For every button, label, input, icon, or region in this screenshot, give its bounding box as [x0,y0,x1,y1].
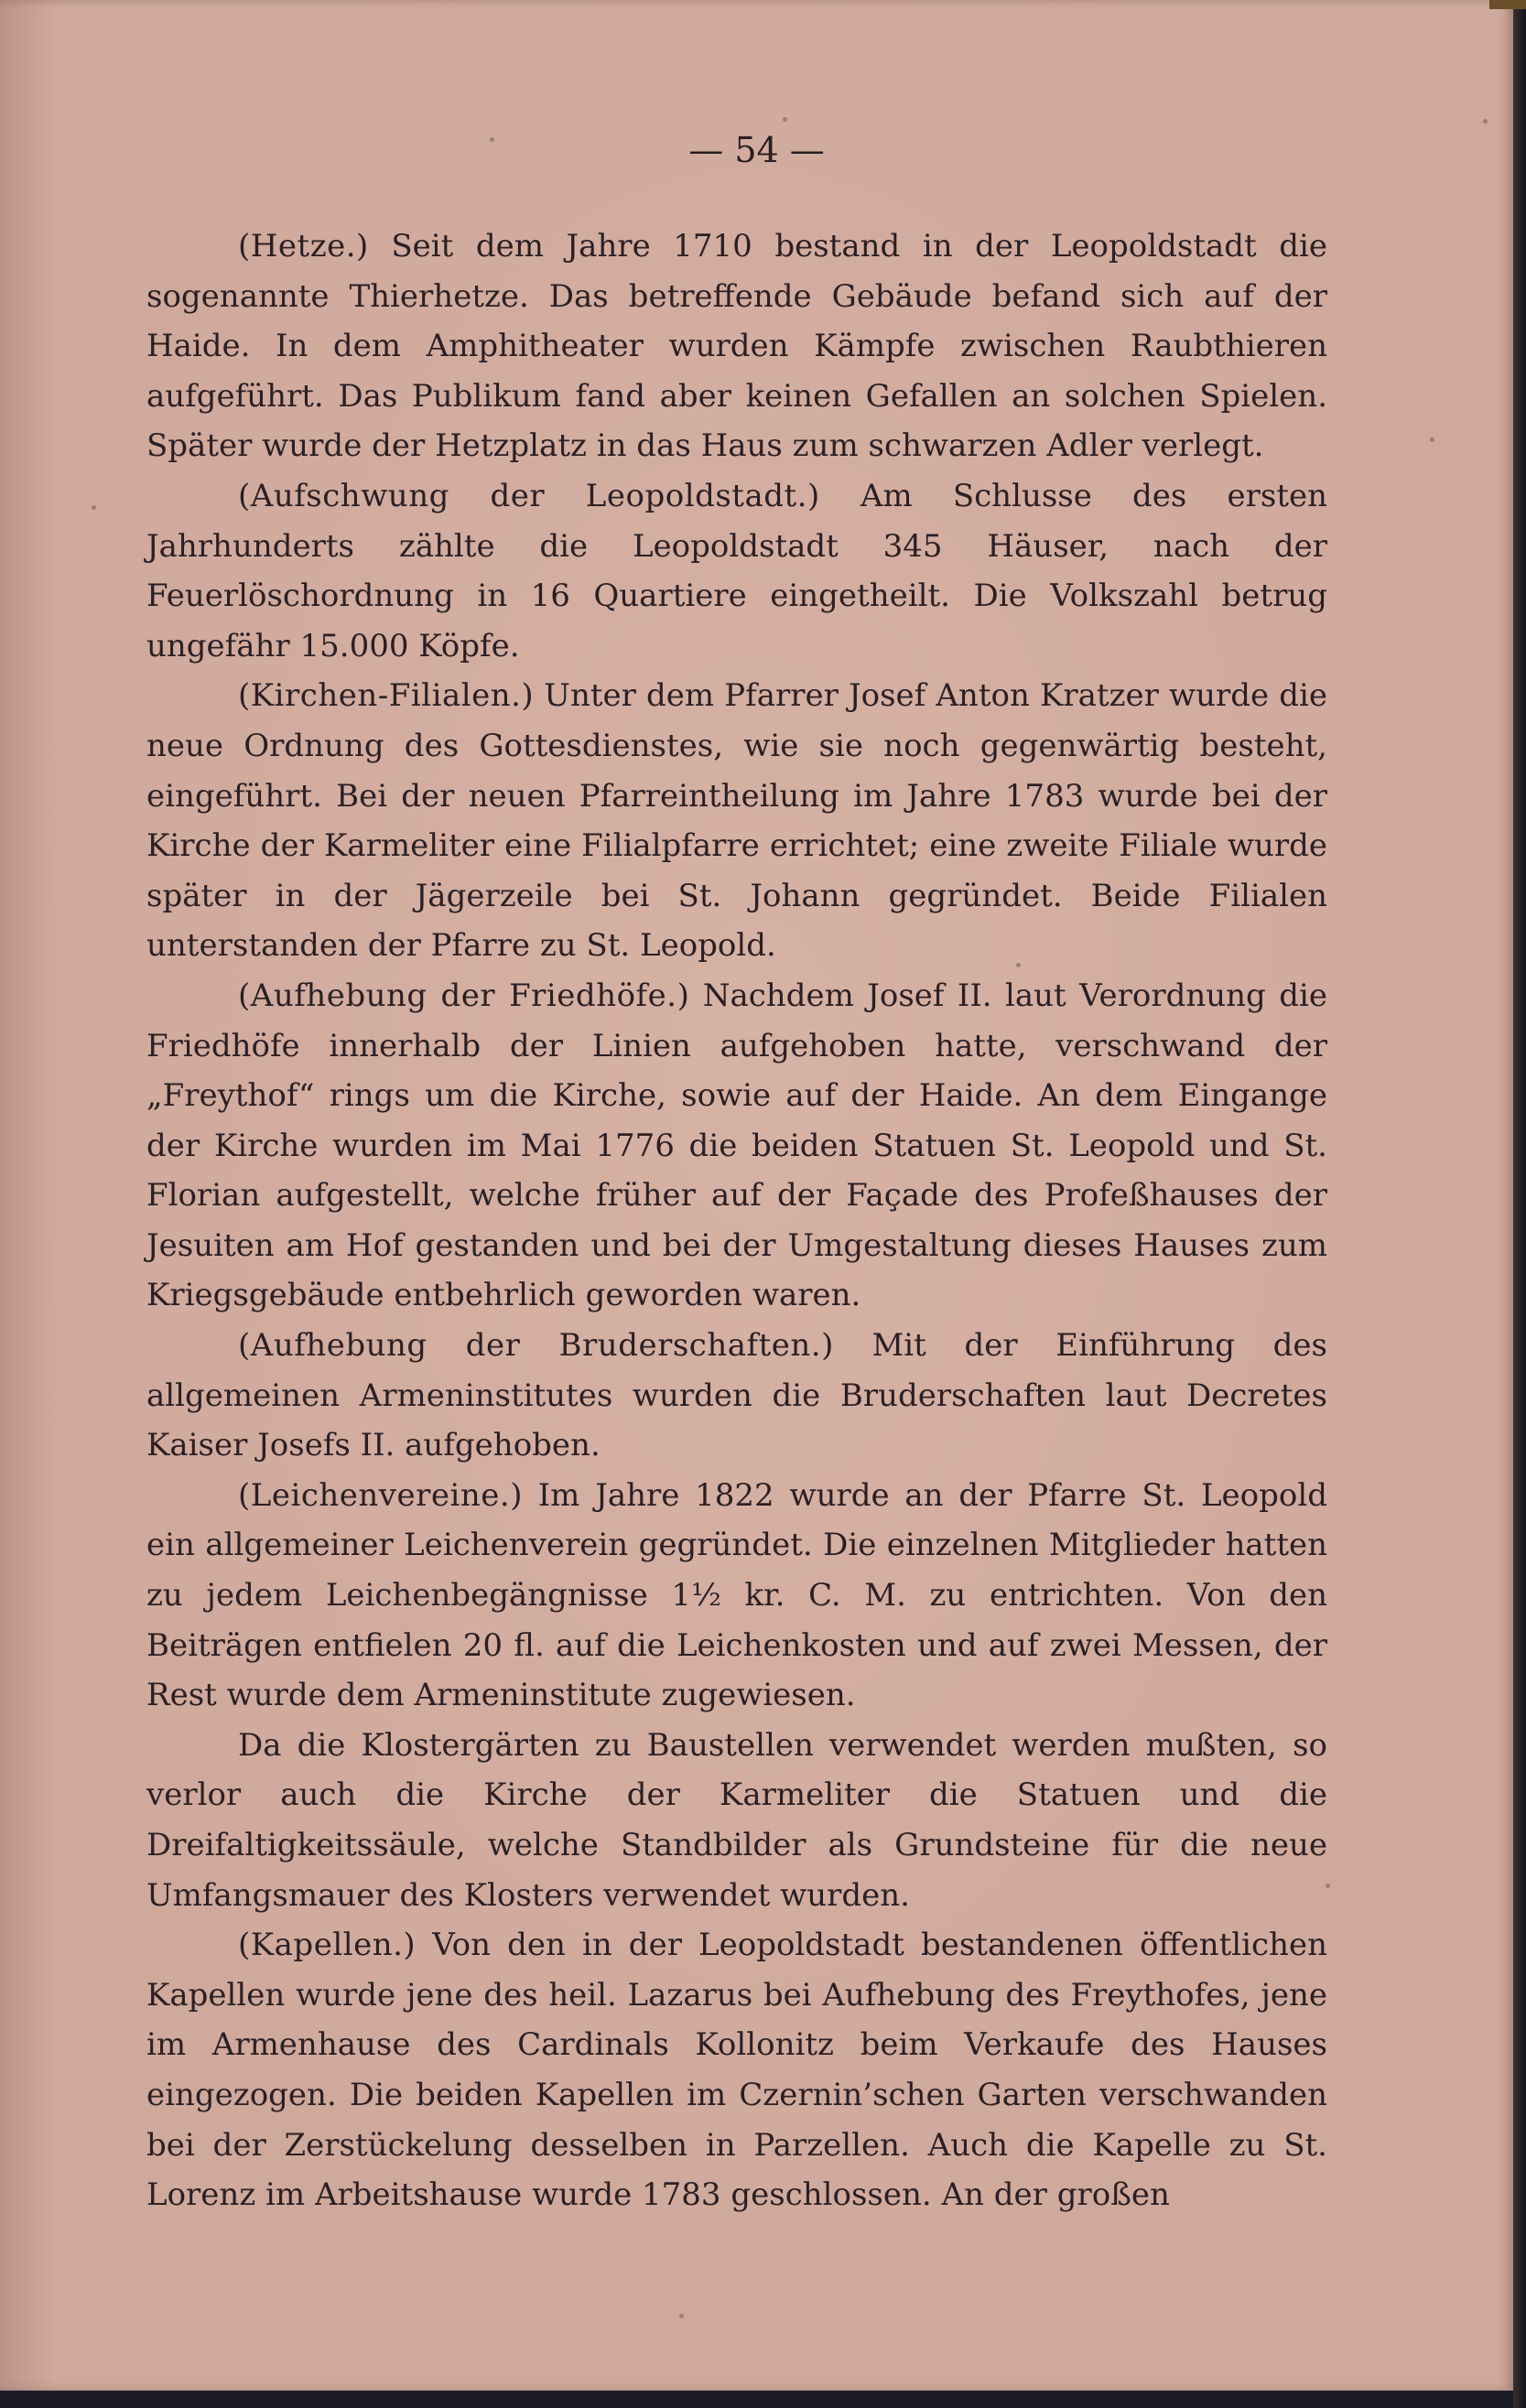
paragraph-klostergaerten [146,1721,1327,1920]
paper-speck [679,2314,684,2318]
paragraph-text: Da die Klostergärten zu Baustellen verwendet werden mußten, so verlor auch die Kirche der Karmeliter die Statuen und die Dreifaltigkeitssäule, welche Standbilder als Grundsteine für die neue Umfangsmauer des Klosters verwendet wurden. [146,1726,1327,1914]
paragraph-text: Am Schlusse des ersten Jahrhunderts zählte die Leopoldstadt 345 Häuser, nach der Feuerlöschordnung in 16 Quartiere eingetheilt. Die Volkszahl betrug ungefähr 15.000 Köpfe. [146,477,1328,664]
paragraph-kirchen-filialen [146,671,1327,971]
paragraph-text: Von den in der Leopoldstadt bestandenen öffentlichen Kapellen wurde jene des heil. Lazarus bei Aufhebung des Freythofes, jene im Armenhause des Cardinals Kollonitz beim Verkaufe des Hauses eingezogen. Die beiden Kapellen im Czernin’schen Garten verschwanden bei der Zerstückelung desselben in Parzellen. Auch die Kapelle zu St. Lorenz im Arbeitshause wurde 1783 geschlossen. An der großen [146,1927,1327,2214]
paragraph-text: Seit dem Jahre 1710 bestand in der Leopoldstadt die sogenannte Thierhetze. Das betreffende Gebäude befand sich auf der Haide. In dem Amphitheater wurden Kämpfe zwischen Raubthieren aufgeführt. Das Publikum fand aber keinen Gefallen an solchen Spielen. Später wurde der Hetzplatz in das Haus zum schwarzen Adler verlegt. [146,228,1327,465]
paper-speck [1016,963,1021,967]
paper-speck [1430,437,1434,442]
paragraph-heading: (Aufhebung der Friedhöfe.) [238,977,690,1014]
paragraph-text: Nachdem Josef II. laut Verordnung die Friedhöfe innerhalb der Linien aufgehoben hatte, verschwand der „Freythof“ rings um die Kirche, sowie auf der Haide. An dem Eingange der Kirche wurden im Mai 1776 die beiden Statuen St. Leopold und St. Florian aufgestellt, welche früher auf der Façade des Profeßhauses der Jesuiten am Hof gestanden und bei der Umgestaltung dieses Hauses zum Kriegsgebäude entbehrlich geworden waren. [146,977,1327,1314]
paragraph-heading: (Kapellen.) [238,1927,417,1964]
paragraph-text: Mit der Einführung des allgemeinen Armeninstitutes wurden die Bruderschaften laut Decretes Kaiser Josefs II. aufgehoben. [146,1327,1328,1464]
paragraph-text: Im Jahre 1822 wurde an der Pfarre St. Leopold ein allgemeiner Leichenverein gegründet. Die einzelnen Mitglieder hatten zu jedem Leichenbegängnisse 1½ kr. C. M. zu entrichten. Von den Beiträgen entfielen 20 fl. auf die Leichenkosten und auf zwei Messen, der Rest wurde dem Armeninstitute zugewiesen. [146,1476,1327,1714]
book-binding-edge [1513,0,1526,2408]
paragraph-heading: (Leichenvereine.) [238,1476,523,1514]
paragraph-leichenvereine [146,1471,1327,1721]
page-number: — 54 — [688,130,825,170]
body-text [146,221,1327,2220]
paragraph-heading: (Kirchen-Filialen.) [238,677,535,715]
paper-speck [92,505,96,510]
paper-speck [783,117,787,122]
paragraph-friedhoefe [146,971,1327,1321]
paragraph-text: Unter dem Pfarrer Josef Anton Kratzer wurde die neue Ordnung des Gottesdienstes, wie sie noch gegenwärtig besteht, eingeführt. Bei der neuen Pfarreintheilung im Jahre 1783 wurde bei der Kirche der Karmeliter eine Filialpfarre errichtet; eine zweite Filiale wurde später in der Jägerzeile bei St. Johann gegründet. Beide Filialen unterstanden der Pfarre zu St. Leopold. [146,677,1327,965]
paragraph-heading: (Aufhebung der Bruderschaften.) [238,1327,834,1365]
paper-speck [490,137,494,142]
paragraph-heading: (Aufschwung der Leopoldstadt.) [238,477,820,514]
paper-speck [1483,119,1488,124]
binding-corner [1489,0,1526,9]
paragraph-kapellen [146,1920,1327,2220]
paragraph-heading: (Hetze.) [238,228,369,265]
paper-speck [1326,1884,1330,1888]
paragraph-hetze [146,221,1327,471]
paragraph-aufschwung [146,471,1327,671]
paragraph-bruderschaften [146,1321,1327,1471]
